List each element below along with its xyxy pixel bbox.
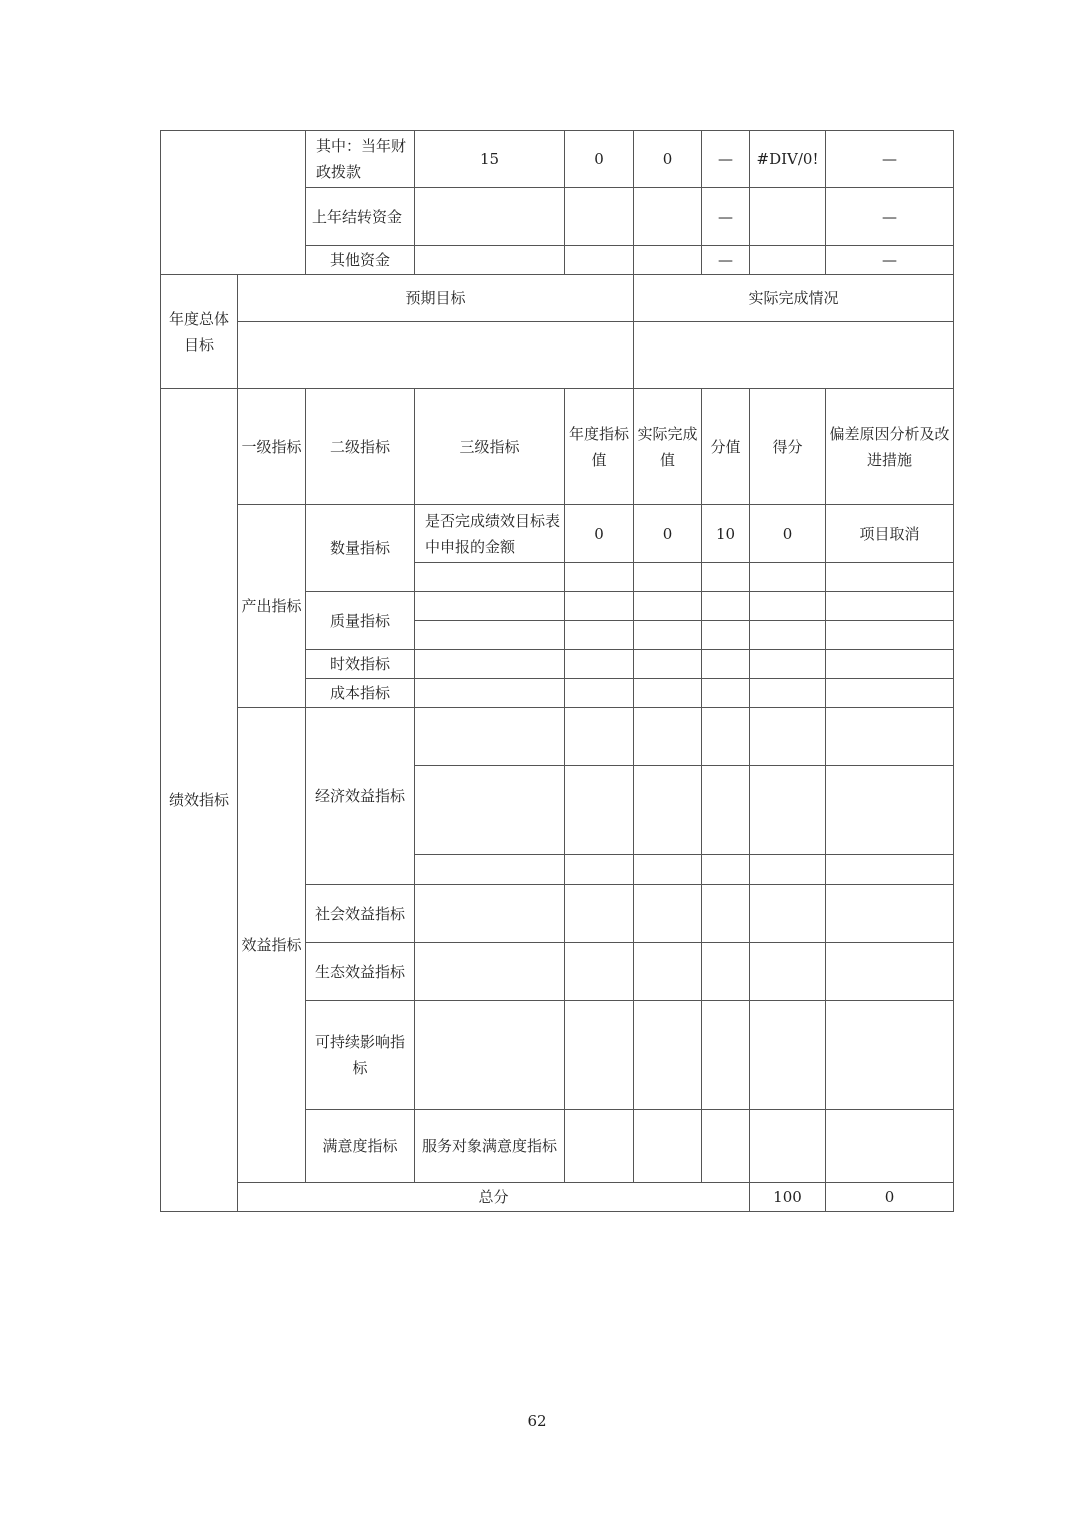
actual-completion-header: 实际完成情况 xyxy=(634,275,954,322)
ecological-indicator-label: 生态效益指标 xyxy=(306,943,415,1001)
quality-indicator-label: 质量指标 xyxy=(306,592,415,650)
current-year-budget: 15 xyxy=(415,131,565,188)
level1-header: 一级指标 xyxy=(238,389,306,505)
economic-row-1 xyxy=(161,708,954,766)
current-year-points: — xyxy=(826,131,954,188)
economic-indicator-label: 经济效益指标 xyxy=(306,708,415,885)
current-year-adjusted: 0 xyxy=(565,131,634,188)
indicator-header-row xyxy=(161,389,954,505)
quantity-actual-value: 0 xyxy=(634,505,702,563)
quantity-row xyxy=(161,505,954,563)
expected-goal-header: 预期目标 xyxy=(238,275,634,322)
quantity-level3: 是否完成绩效目标表中申报的金额 xyxy=(415,505,565,563)
annual-goal-header-row xyxy=(161,275,954,322)
actual-completion-content xyxy=(634,322,954,389)
total-score: 0 xyxy=(826,1183,954,1212)
expected-goal-content xyxy=(238,322,634,389)
current-year-label: 其中：当年财政拨款 xyxy=(306,131,415,188)
deviation-header: 偏差原因分析及改进措施 xyxy=(826,389,954,505)
funding-blank-cell xyxy=(161,131,306,275)
page-number: 62 xyxy=(527,1412,547,1430)
performance-table xyxy=(160,130,954,1212)
cost-indicator-label: 成本指标 xyxy=(306,679,415,708)
annual-goal-label: 年度总体目标 xyxy=(161,275,238,389)
total-row xyxy=(161,1183,954,1212)
social-indicator-label: 社会效益指标 xyxy=(306,885,415,943)
current-year-rate: #DIV/0! xyxy=(750,131,826,188)
current-year-executed: 0 xyxy=(634,131,702,188)
prior-year-points: — xyxy=(826,188,954,246)
performance-indicators-label: 绩效指标 xyxy=(161,389,238,1212)
prior-year-label: 上年结转资金 xyxy=(306,188,415,246)
timeliness-indicator-label: 时效指标 xyxy=(306,650,415,679)
quantity-indicator-label: 数量指标 xyxy=(306,505,415,592)
prior-year-score: — xyxy=(702,188,750,246)
quantity-deviation: 项目取消 xyxy=(826,505,954,563)
other-funds-label: 其他资金 xyxy=(306,246,415,275)
quantity-score: 0 xyxy=(750,505,826,563)
satisfaction-indicators-label: 满意度指标 xyxy=(306,1110,415,1183)
annual-goal-content-row xyxy=(161,322,954,389)
benefit-indicators-label: 效益指标 xyxy=(238,708,306,1183)
level3-header: 三级指标 xyxy=(415,389,565,505)
quantity-annual-value: 0 xyxy=(565,505,634,563)
current-year-score: — xyxy=(702,131,750,188)
annual-value-header: 年度指标值 xyxy=(565,389,634,505)
total-label: 总分 xyxy=(238,1183,750,1212)
other-funds-points: — xyxy=(826,246,954,275)
total-score-value: 100 xyxy=(750,1183,826,1212)
service-satisfaction-label: 服务对象满意度指标 xyxy=(415,1110,565,1183)
funding-current-year-row xyxy=(161,131,954,188)
level2-header: 二级指标 xyxy=(306,389,415,505)
quantity-score-value: 10 xyxy=(702,505,750,563)
score-header: 得分 xyxy=(750,389,826,505)
output-indicators-label: 产出指标 xyxy=(238,505,306,708)
score-value-header: 分值 xyxy=(702,389,750,505)
sustainable-indicator-label: 可持续影响指标 xyxy=(306,1001,415,1110)
actual-value-header: 实际完成值 xyxy=(634,389,702,505)
other-funds-score: — xyxy=(702,246,750,275)
